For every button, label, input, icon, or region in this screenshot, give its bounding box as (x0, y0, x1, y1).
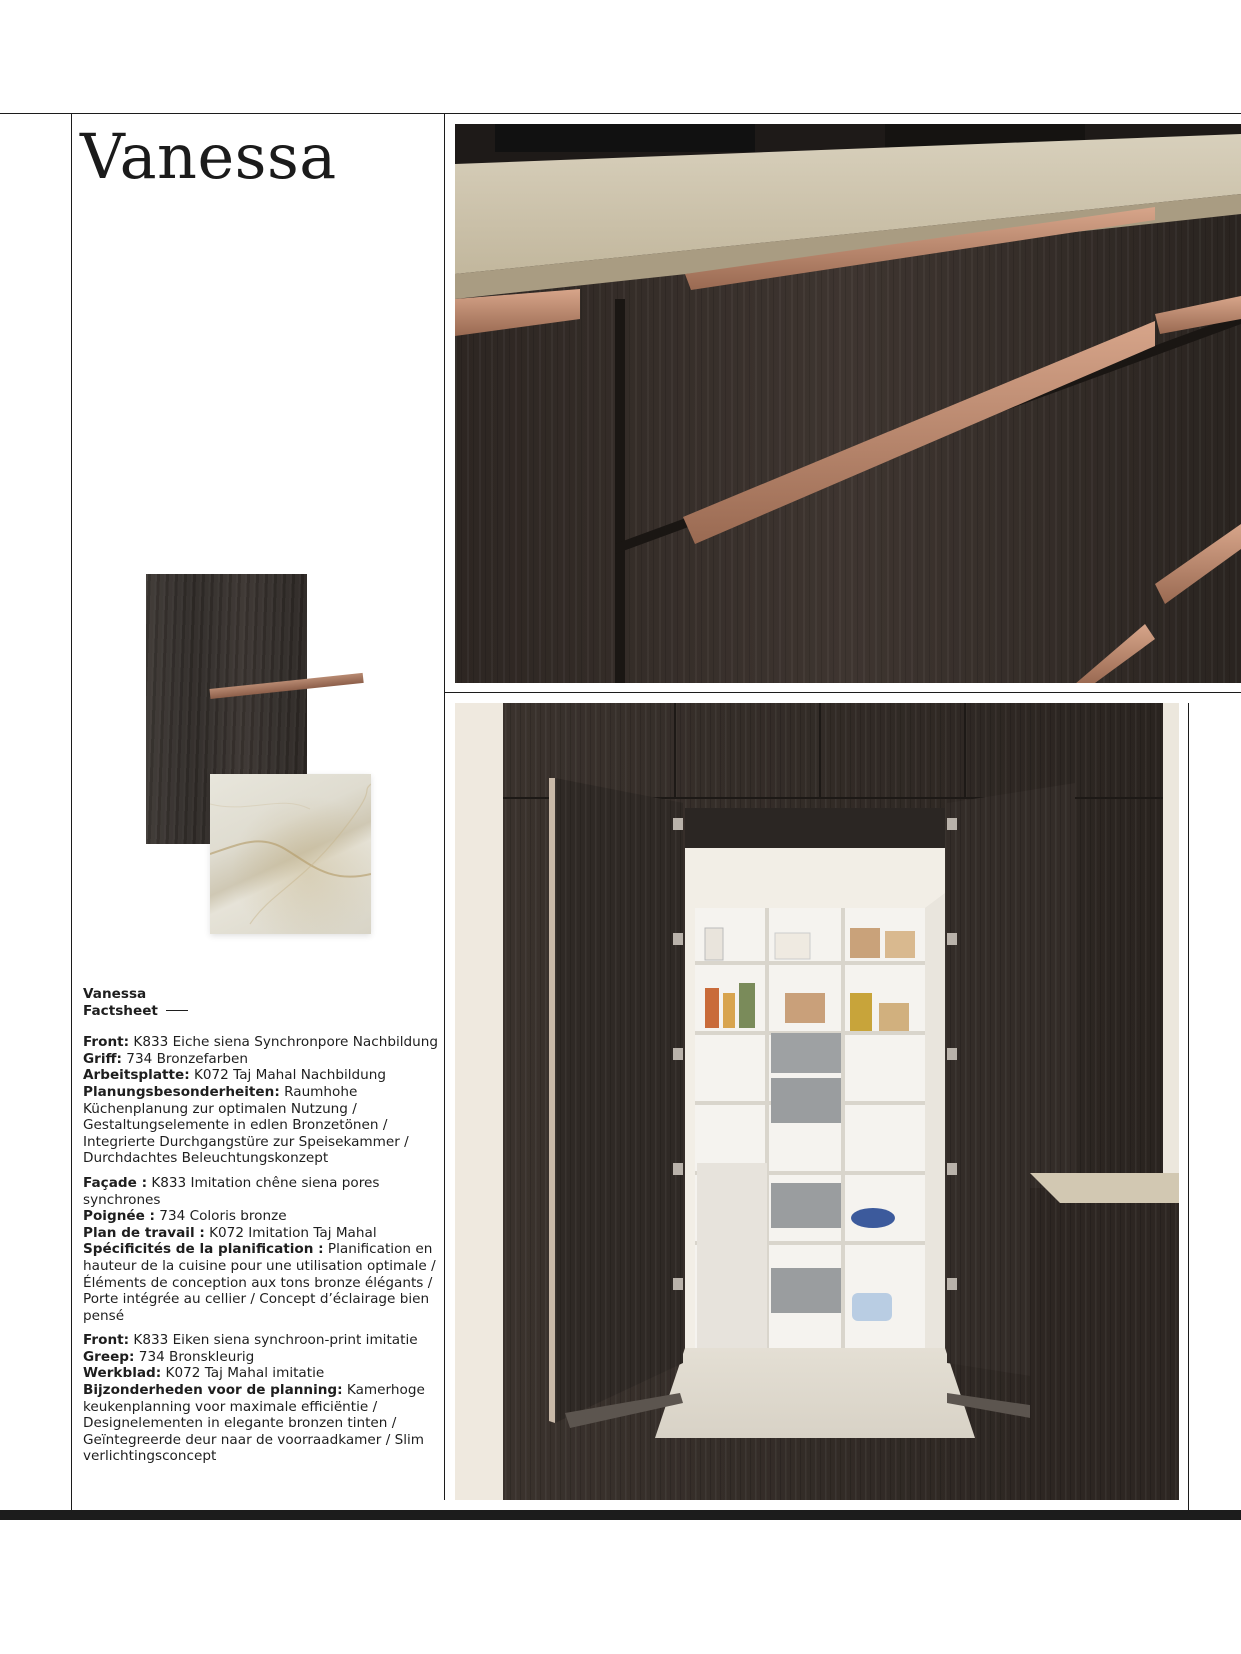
heading-dash (166, 1010, 188, 1012)
spec-line: Front: K833 Eiken siena synchroon-print imitatie (83, 1332, 418, 1349)
pantry-illustration (455, 703, 1179, 1500)
factsheet-heading (83, 986, 443, 1019)
spec-line: Greep: 734 Bronskleurig (83, 1348, 255, 1365)
middle-column-rule (444, 113, 445, 1500)
factsheet-heading-label: Factsheet (83, 1003, 443, 1020)
marble-worktop-swatch (210, 774, 371, 934)
spec-line: Front: K833 Eiche siena Synchronpore Nachbildung (83, 1034, 438, 1051)
factsheet (83, 986, 443, 1473)
bottom-bar (0, 1510, 1241, 1520)
factsheet-german (83, 1034, 443, 1167)
photo-divider-rule (444, 692, 1241, 693)
right-column-rule (1188, 703, 1189, 1510)
spec-line: Spécificités de la planification : Planification en hauteur de la cuisine pour une utilisation optimale / Éléments de conception aux tons bronze élégants / Porte intégrée au cellier / Concept d’éclairage bien pensé (83, 1241, 436, 1324)
kitchen-drawers-photo (455, 124, 1241, 683)
marble-vein-graphic (210, 774, 371, 934)
spec-line: Poignée : 734 Coloris bronze (83, 1208, 287, 1225)
spec-line: Bijzonderheden voor de planning: Kamerhoge keukenplanning voor maximale efficiëntie / Designelementen in elegante bronzen tinten / Geïntegreerde deur naar de voorraadkamer / Slim verlichtingsconcept (83, 1382, 425, 1465)
spec-line: Plan de travail : K072 Imitation Taj Mahal (83, 1224, 377, 1241)
spec-line: Griff: 734 Bronzefarben (83, 1050, 248, 1067)
spec-line: Werkblad: K072 Taj Mahal imitatie (83, 1365, 325, 1382)
page-title: Vanessa (80, 120, 337, 193)
spec-line: Arbeitsplatte: K072 Taj Mahal Nachbildung (83, 1067, 386, 1084)
spec-line: Façade : K833 Imitation chêne siena pores synchrones (83, 1174, 380, 1208)
left-column-rule (71, 113, 72, 1510)
factsheet-dutch (83, 1332, 443, 1465)
top-rule (0, 113, 1241, 114)
pantry-photo (455, 703, 1179, 1500)
factsheet-heading-name: Vanessa (83, 986, 147, 1002)
factsheet-french (83, 1175, 443, 1324)
kitchen-drawers-illustration (455, 124, 1241, 683)
spec-line: Planungsbesonderheiten: Raumhohe Küchenplanung zur optimalen Nutzung / Gestaltungselemente in edlen Bronzetönen / Integrierte Durchgangstüre zur Speisekammer / Durchdachtes Beleuchtungskonzept (83, 1083, 409, 1167)
